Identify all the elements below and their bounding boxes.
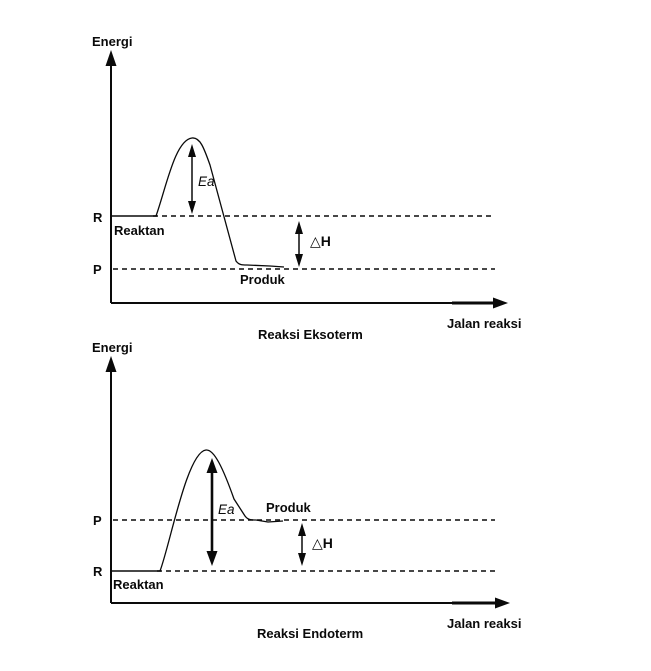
product-tick-label: P [93, 513, 102, 528]
enthalpy-arrowhead-down-icon [298, 553, 306, 566]
reaction-curve [156, 138, 284, 267]
enthalpy-label: △H [310, 233, 331, 249]
endotherm-diagram [92, 340, 521, 641]
reactant-tick-label: R [93, 564, 103, 579]
x-axis-arrowhead-icon [495, 598, 510, 609]
y-axis-arrowhead-icon [106, 50, 117, 66]
activation-energy-arrowhead-up-icon [188, 144, 196, 157]
product-label: Produk [266, 500, 311, 515]
enthalpy-arrowhead-up-icon [298, 523, 306, 536]
activation-energy-arrowhead-up-icon [207, 458, 218, 473]
product-label: Produk [240, 272, 285, 287]
reactant-tick-label: R [93, 210, 103, 225]
reactant-label: Reaktan [114, 223, 165, 238]
activation-energy-arrowhead-down-icon [207, 551, 218, 566]
energy-axis-label: Energi [92, 340, 133, 355]
x-axis-arrowhead-icon [493, 298, 508, 309]
enthalpy-label: △H [312, 535, 333, 551]
reaction-axis-label: Jalan reaksi [447, 316, 522, 331]
reactant-label: Reaktan [113, 577, 164, 592]
activation-energy-label: Ea [218, 502, 235, 517]
activation-energy-arrowhead-down-icon [188, 201, 196, 214]
enthalpy-arrowhead-down-icon [295, 254, 303, 267]
exotherm-diagram [92, 34, 521, 342]
y-axis-arrowhead-icon [106, 356, 117, 372]
reaction-axis-label: Jalan reaksi [447, 616, 522, 631]
diagram-caption: Reaksi Eksoterm [258, 327, 363, 342]
energy-axis-label: Energi [92, 34, 133, 49]
activation-energy-label: Ea [198, 174, 215, 189]
product-tick-label: P [93, 262, 102, 277]
enthalpy-arrowhead-up-icon [295, 221, 303, 234]
diagram-caption: Reaksi Endoterm [257, 626, 364, 641]
